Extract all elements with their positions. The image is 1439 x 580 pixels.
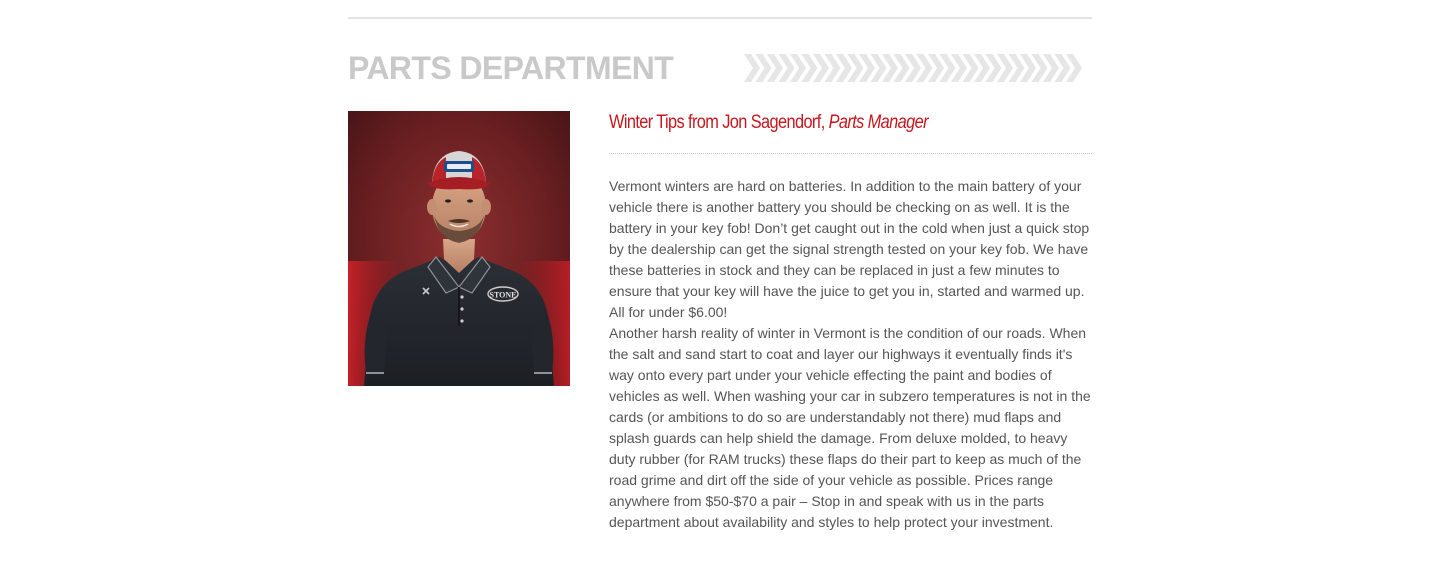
chevron-shape — [744, 54, 760, 82]
svg-text:STONE: STONE — [489, 290, 517, 300]
parts-manager-photo — [348, 111, 570, 386]
article-heading — [609, 110, 928, 136]
article-paragraph-mud-flaps: Another harsh reality of winter in Vermont is the condition of our roads. When the salt and sand start to coat and layer our highways it eventually finds it's way onto every part under your vehicle effecting the paint and bodies of vehicles as well. When washing your car in subzero temperatures is not in the cards (or ambitions to do so are understandably not there) mud flaps and splash guards can help shield the damage. From deluxe molded, to heavy duty rubber (for RAM trucks) these flaps do their part to keep as much of the road grime and dirt off the side of your vehicle as possible. Prices range anywhere from $50-$70 a pair – Stop in and speak with us in the parts department about availability and styles to help protect your investment. — [609, 325, 1091, 530]
heading-divider — [609, 153, 1092, 154]
section-title: PARTS DEPARTMENT — [348, 50, 674, 86]
article-paragraph-key-fob: Vermont winters are hard on batteries. In addition to the main battery of your vehicle there is another battery you should be checking on as well. It is the battery in your key fob! Don’t get caught out in the cold when just a quick stop by the dealership can get the signal strength tested on your key fob. We have these batteries in stock and they can be replaced in just a few minutes to ensure that your key will have the juice to get you in, started and warmed up. All for under $6.00! — [609, 178, 1090, 320]
article-heading-role: Parts Manager — [828, 112, 928, 133]
article-body — [609, 176, 1093, 533]
article-heading-title: Winter Tips from Jon Sagendorf, — [609, 112, 829, 133]
chevron-stripe-decoration — [744, 54, 1086, 82]
top-divider — [348, 17, 1092, 19]
